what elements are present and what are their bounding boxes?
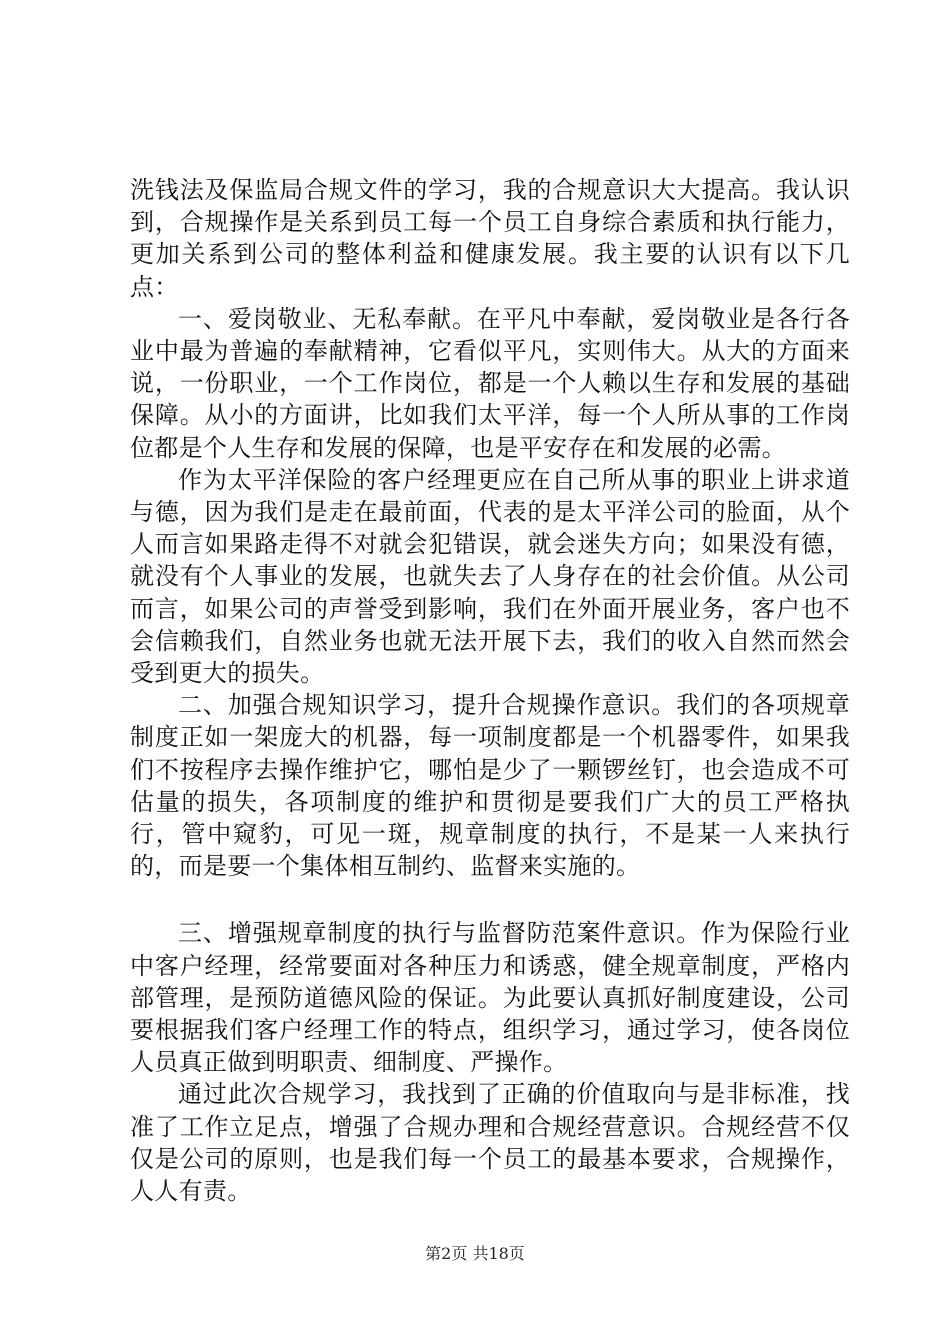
paragraph-conclusion: 通过此次合规学习，我找到了正确的价值取向与是非标准，找准了工作立足点，增强了合规办理和合规经营意识。合规经营不仅仅是公司的原则，也是我们每一个员工的最基本要求，合规操作，人人有责。 <box>130 1080 850 1206</box>
paragraph-point-two: 二、加强合规知识学习，提升合规操作意识。我们的各项规章制度正如一架庞大的机器，每一项制度都是一个机器零件，如果我们不按程序去操作维护它，哪怕是少了一颗锣丝钉，也会造成不可估量的损失，各项制度的维护和贯彻是要我们广大的员工严格执行，管中窥豹，可见一斑，规章制度的执行，不是某一人来执行的，而是要一个集体相互制约、监督来实施的。 <box>130 691 850 881</box>
paragraph-point-one: 一、爱岗敬业、无私奉献。在平凡中奉献，爱岗敬业是各行各业中最为普遍的奉献精神，它看似平凡，实则伟大。从大的方面来说，一份职业，一个工作岗位，都是一个人赖以生存和发展的基础保障。从小的方面讲，比如我们太平洋，每一个人所从事的工作岗位都是个人生存和发展的保障，也是平安存在和发展的必需。 <box>130 304 850 462</box>
document-body <box>130 174 850 1207</box>
paragraph-account-manager: 作为太平洋保险的客户经理更应在自己所从事的职业上讲求道与德，因为我们是走在最前面，代表的是太平洋公司的脸面，从个人而言如果路走得不对就会犯错误，就会迷失方向；如果没有德，就没有个人事业的发展，也就失去了人身存在的社会价值。从公司而言，如果公司的声誉受到影响，我们在外面开展业务，客户也不会信赖我们，自然业务也就无法开展下去，我们的收入自然而然会受到更大的损失。 <box>130 465 850 688</box>
paragraph-spacer <box>130 882 850 917</box>
paragraph-intro: 洗钱法及保监局合规文件的学习，我的合规意识大大提高。我认识到，合规操作是关系到员工每一个员工自身综合素质和执行能力，更加关系到公司的整体利益和健康发展。我主要的认识有以下几点： <box>130 176 850 301</box>
page-footer: 第2页 共18页 <box>425 1244 525 1263</box>
paragraph-point-three: 三、增强规章制度的执行与监督防范案件意识。作为保险行业中客户经理，经常要面对各种压力和诱惑，健全规章制度，严格内部管理，是预防道德风险的保证。为此要认真抓好制度建设，公司要根据我们客户经理工作的特点，组织学习，通过学习，使各岗位人员真正做到明职责、细制度、严操作。 <box>130 919 850 1077</box>
